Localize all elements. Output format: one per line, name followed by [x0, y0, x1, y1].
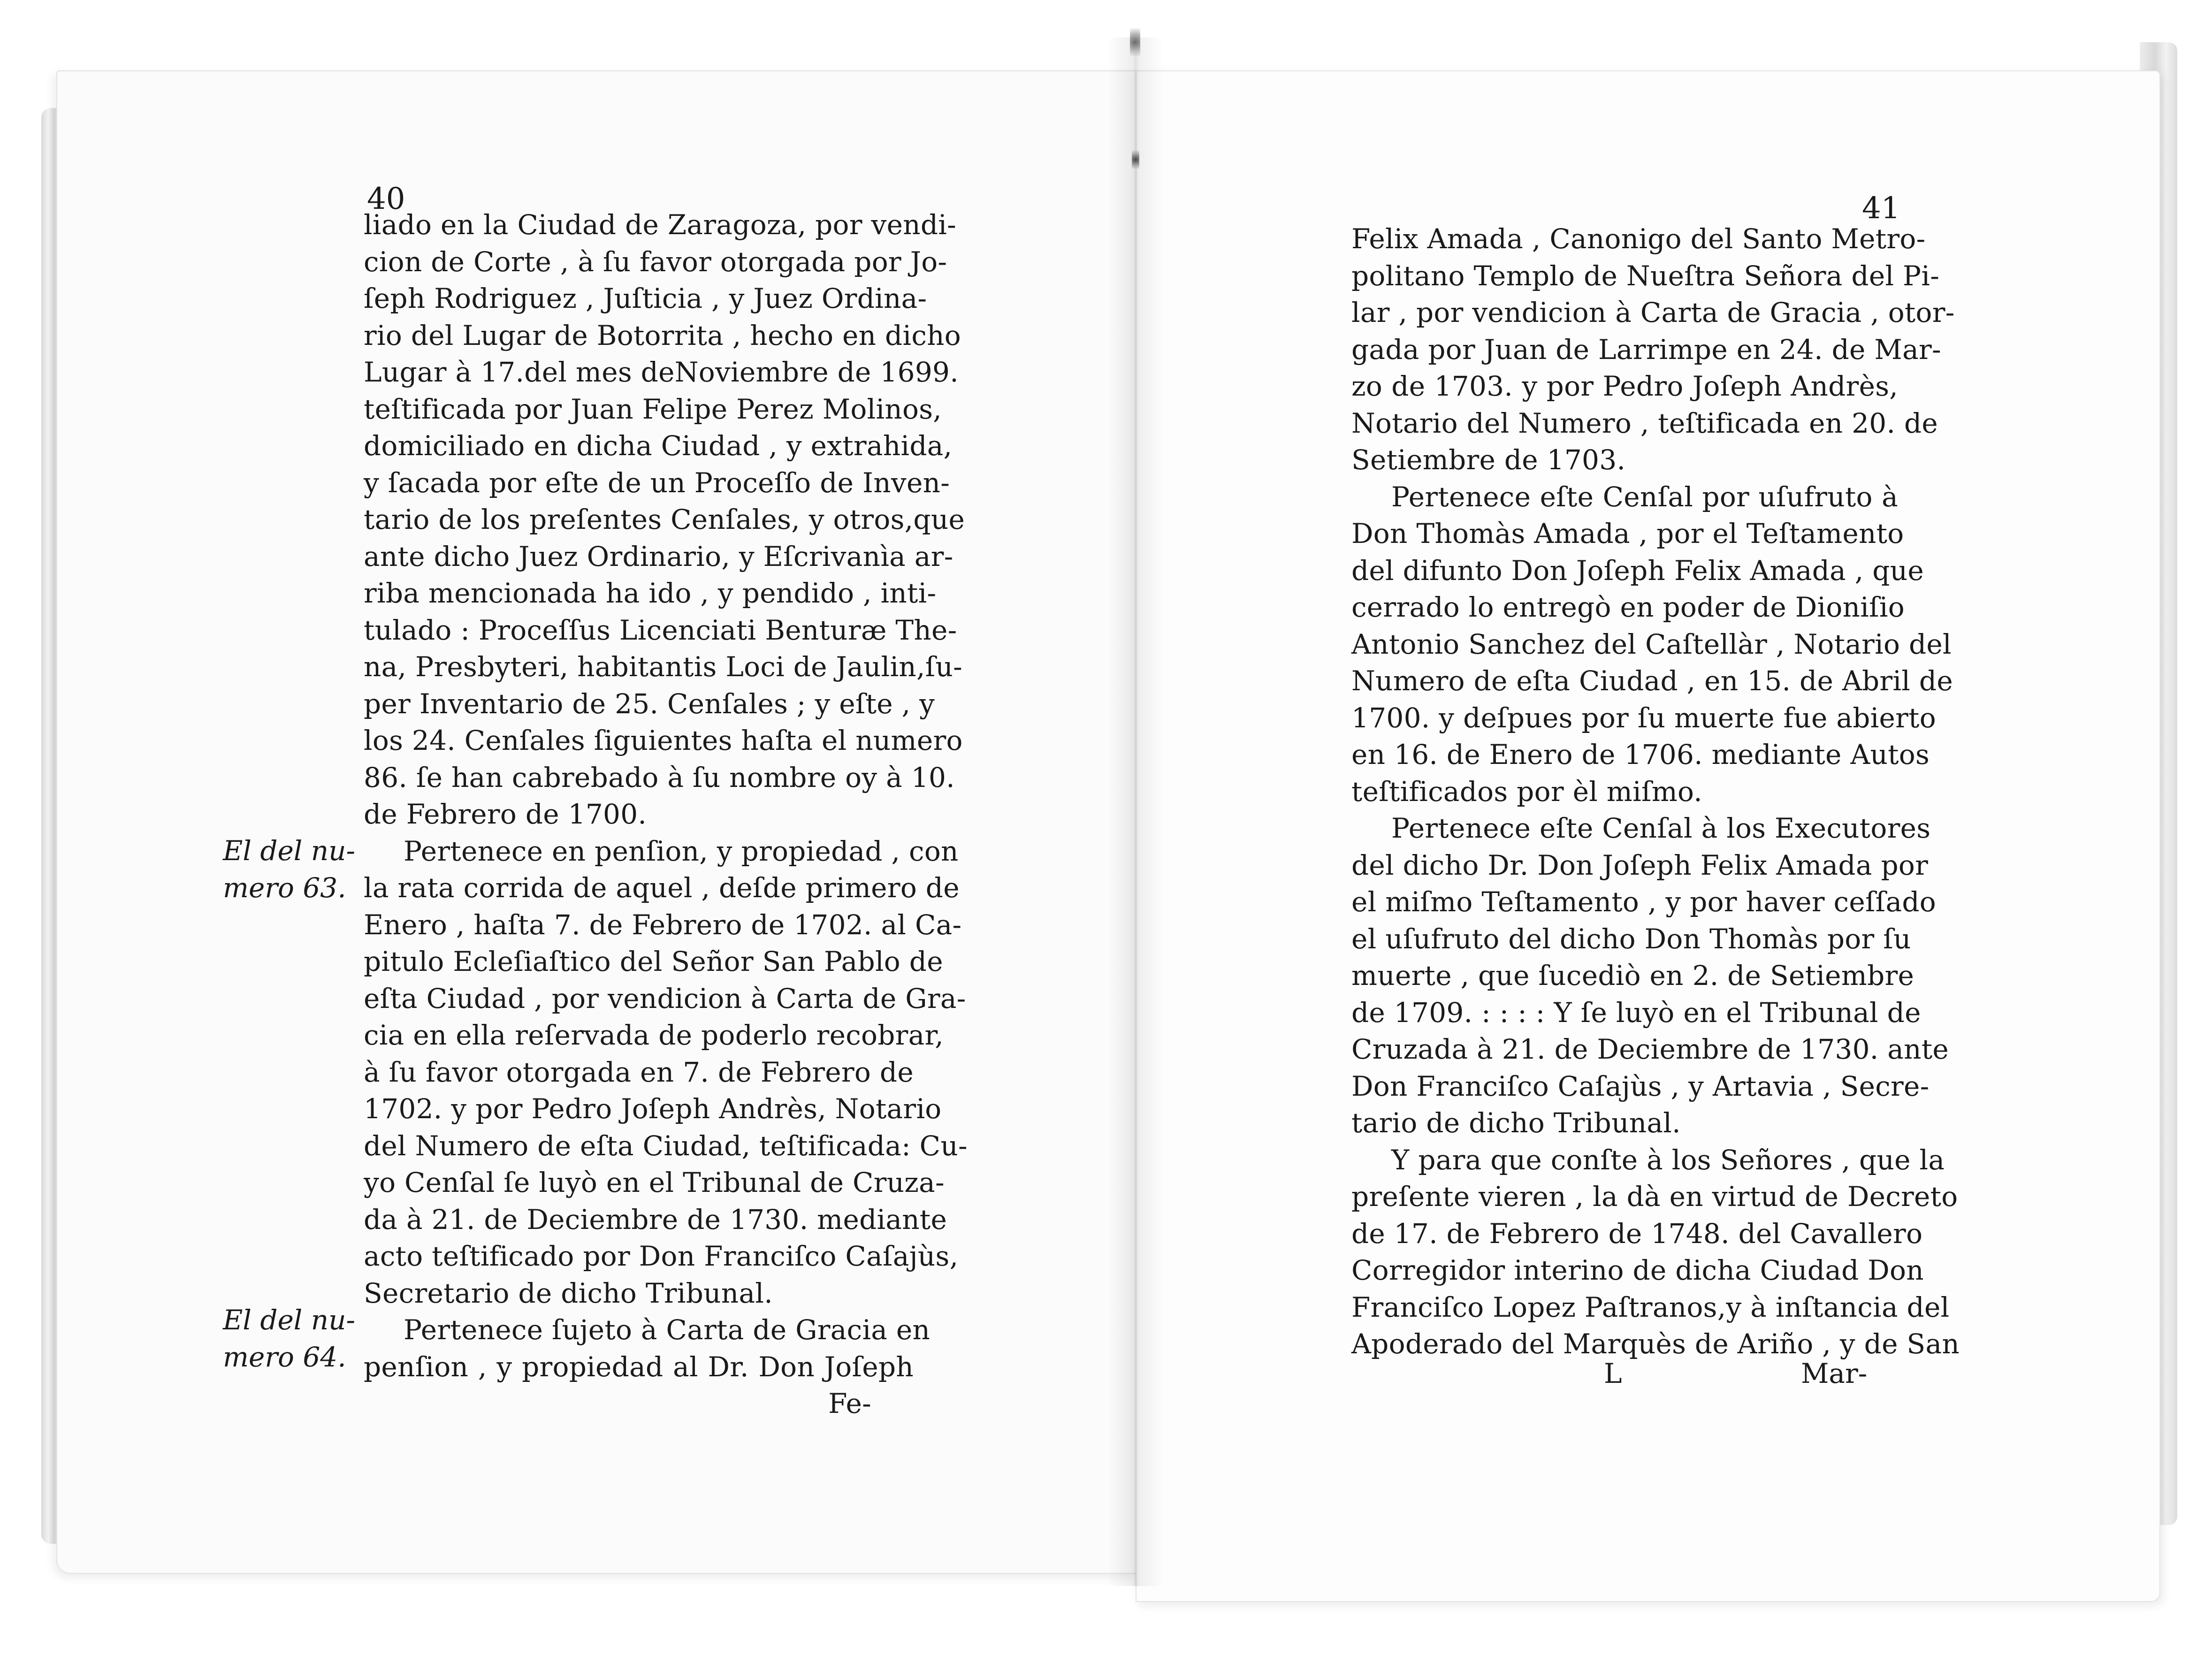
- margin-note: [223, 1302, 355, 1375]
- text-line: preſente vieren , la dà en virtud de Decreto: [1351, 1181, 1958, 1213]
- paragraph-start: Pertenece eſte Cenſal à los Executores: [1391, 812, 1931, 844]
- margin-note-line: El del nu-: [223, 835, 356, 867]
- text-line: na, Presbyteri, habitantis Loci de Jaulin,ſu-: [364, 651, 963, 683]
- right-page-number: 41: [1862, 191, 1900, 226]
- text-line: Antonio Sanchez del Caſtellàr , Notario del: [1351, 628, 1952, 660]
- text-line: pitulo Ecleſiaſtico del Señor San Pablo de: [364, 946, 943, 977]
- text-line: 1702. y por Pedro Joſeph Andrès, Notario: [364, 1093, 942, 1125]
- text-line: Enero , haſta 7. de Febrero de 1702. al Ca-: [364, 908, 962, 941]
- text-line: Secretario de dicho Tribunal.: [364, 1277, 773, 1309]
- text-line: 1700. y deſpues por ſu muerte fue abierto: [1351, 702, 1936, 734]
- text-line: cerrado lo entregò en poder de Dioniſio: [1351, 591, 1905, 623]
- margin-note-line: mero 64.: [223, 1341, 346, 1373]
- text-line: acto teſtificado por Don Franciſco Caſajùs,: [364, 1240, 959, 1272]
- text-line: da à 21. de Deciembre de 1730. mediante: [364, 1203, 947, 1236]
- binding-stitch: [1130, 28, 1140, 56]
- text-line: los 24. Cenſales ſiguientes haſta el numero: [364, 725, 963, 756]
- text-line: Corregidor interino de dicha Ciudad Don: [1351, 1254, 1924, 1286]
- text-line: Franciſco Lopez Paſtranos,y à inſtancia del: [1351, 1291, 1950, 1323]
- text-line: Don Franciſco Caſajùs , y Artavia , Secre-: [1351, 1070, 1930, 1102]
- text-line: Setiembre de 1703.: [1351, 444, 1626, 476]
- text-line: ante dicho Juez Ordinario, y Eſcrivanìa ar-: [364, 540, 953, 572]
- left-page-text: [364, 206, 968, 1422]
- text-line: la rata corrida de aquel , deſde primero de: [364, 872, 960, 904]
- text-line: el uſufruto del dicho Don Thomàs por ſu: [1351, 923, 1911, 955]
- paragraph-start: Pertenece eſte Cenſal por uſufruto à: [1391, 481, 1898, 513]
- text-line: politano Templo de Nueſtra Señora del Pi-: [1351, 259, 1940, 292]
- text-line: Apoderado del Marquès de Ariño , y de San: [1351, 1328, 1960, 1360]
- text-line: teſtificada por Juan Felipe Perez Molinos,: [364, 393, 942, 425]
- text-line: en 16. de Enero de 1706. mediante Autos: [1351, 739, 1930, 770]
- text-line: tario de dicho Tribunal.: [1351, 1107, 1681, 1139]
- text-line: teſtificados por èl miſmo.: [1351, 775, 1702, 808]
- text-line: del difunto Don Joſeph Felix Amada , que: [1351, 554, 1924, 587]
- catchword: Fe-: [828, 1388, 871, 1419]
- text-line: y ſacada por eſte de un Proceſſo de Inven-: [364, 466, 950, 499]
- text-line: cion de Corte , à ſu favor otorgada por Jo-: [364, 245, 947, 278]
- text-line: Numero de eſta Ciudad , en 15. de Abril de: [1351, 665, 1953, 697]
- left-page-number: 40: [367, 182, 405, 216]
- catchword: Mar-: [1801, 1358, 1868, 1389]
- signature-mark: L: [1604, 1358, 1622, 1389]
- margin-note-line: mero 63.: [223, 871, 346, 904]
- binding-stitch: [1132, 150, 1139, 169]
- paragraph-start: Y para que conſte à los Señores , que la: [1391, 1144, 1945, 1176]
- text-line: domiciliado en dicha Ciudad , y extrahida,: [364, 430, 953, 462]
- text-line: de 17. de Febrero de 1748. del Cavallero: [1351, 1217, 1923, 1250]
- text-line: de Febrero de 1700.: [364, 798, 647, 830]
- text-line: del dicho Dr. Don Joſeph Felix Amada por: [1351, 849, 1929, 881]
- margin-note: [223, 832, 355, 906]
- text-line: tulado : Proceſſus Licenciati Benturæ The-: [364, 614, 957, 646]
- text-line: Cruzada à 21. de Deciembre de 1730. ante: [1351, 1033, 1949, 1065]
- paragraph-start: Pertenece ſujeto à Carta de Gracia en: [404, 1314, 931, 1346]
- text-line: Felix Amada , Canonigo del Santo Metro-: [1351, 223, 1926, 255]
- text-line: Notario del Numero , teſtificada en 20. de: [1351, 407, 1938, 439]
- text-line: liado en la Ciudad de Zaragoza, por vendi-: [364, 209, 957, 241]
- paragraph-start: Pertenece en penſion, y propiedad , con: [404, 835, 959, 867]
- text-line: tario de los preſentes Cenſales, y otros,que: [364, 503, 965, 535]
- text-line: 86. ſe han cabrebado à ſu nombre oy à 10.: [364, 761, 955, 793]
- book-gutter: [1107, 38, 1164, 1586]
- text-line: gada por Juan de Larrimpe en 24. de Mar-: [1351, 333, 1941, 366]
- text-line: Lugar à 17.del mes deNoviembre de 1699.: [364, 356, 959, 388]
- text-line: riba mencionada ha ido , y pendido , inti-: [364, 577, 937, 609]
- text-line: eſta Ciudad , por vendicion à Carta de Gra-: [364, 982, 966, 1015]
- margin-note-line: El del nu-: [223, 1304, 356, 1336]
- text-line: del Numero de eſta Ciudad, teſtificada: Cu-: [364, 1129, 968, 1162]
- text-line: rio del Lugar de Botorrita , hecho en dicho: [364, 319, 961, 351]
- text-line: à ſu favor otorgada en 7. de Febrero de: [364, 1056, 914, 1088]
- text-line: de 1709. : : : : Y ſe luyò en el Tribunal de: [1351, 996, 1921, 1029]
- text-line: muerte , que ſucediò en 2. de Setiembre: [1351, 960, 1915, 992]
- text-line: ſeph Rodriguez , Juſticia , y Juez Ordina-: [364, 282, 927, 314]
- text-line: cia en ella reſervada de poderlo recobrar,: [364, 1019, 944, 1051]
- text-line: per Inventario de 25. Cenſales ; y eſte , y: [364, 687, 935, 720]
- text-line: Don Thomàs Amada , por el Teſtamento: [1351, 518, 1904, 549]
- text-line: zo de 1703. y por Pedro Joſeph Andrès,: [1351, 370, 1898, 402]
- right-page-text: [1351, 221, 1960, 1363]
- text-line: el miſmo Teſtamento , y por haver ceſſado: [1351, 886, 1937, 918]
- text-line: yo Cenſal ſe luyò en el Tribunal de Cruza-: [364, 1167, 945, 1198]
- text-line: lar , por vendicion à Carta de Gracia , otor-: [1351, 297, 1955, 328]
- text-line: penſion , y propiedad al Dr. Don Joſeph: [364, 1350, 914, 1383]
